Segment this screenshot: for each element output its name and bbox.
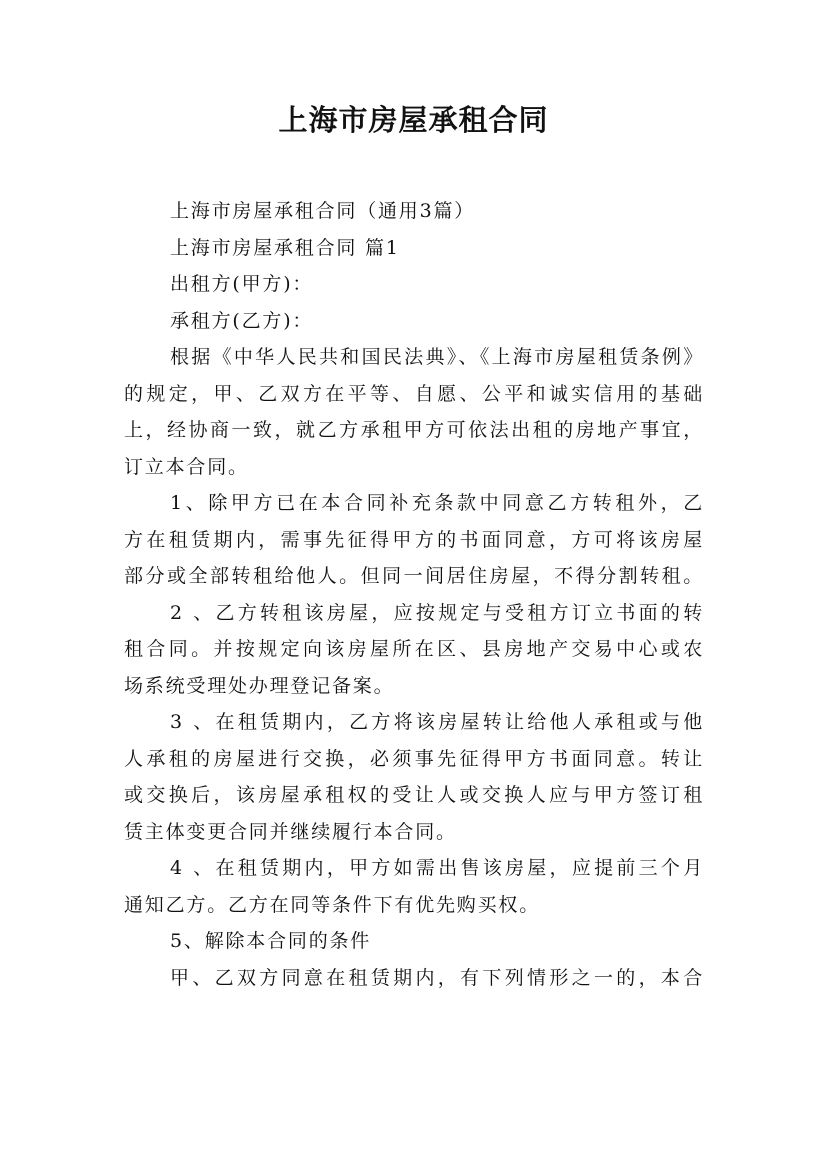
clause-1-line: 1、除甲方已在本合同补充条款中同意乙方转租外，乙 [170, 492, 704, 514]
clause-2-line: 场系统受理处办理登记备案。 [124, 674, 395, 697]
lessee-field: 承租方(乙方)： [170, 309, 314, 332]
clause-4-line: 通知乙方。乙方在同等条件下有优先购买权。 [124, 893, 541, 916]
lessor-field: 出租方(甲方)： [170, 273, 314, 295]
section-heading: 上海市房屋承租合同 篇1 [170, 236, 400, 259]
clause-1-line: 方在租赁期内，需事先征得甲方的书面同意，方可将该房屋 [124, 528, 704, 551]
clause-4-line: 4 、在租赁期内，甲方如需出售该房屋，应提前三个月 [170, 857, 704, 879]
preamble-line: 根据《中华人民共和国民法典》、《上海市房屋租赁条例》 [170, 346, 704, 368]
document-title: 上海市房屋承租合同 [278, 103, 549, 137]
preamble-line: 的规定，甲、乙双方在平等、自愿、公平和诚实信用的基础 [124, 382, 704, 405]
clause-5-heading: 5、解除本合同的条件 [170, 930, 372, 952]
clause-1-line: 部分或全部转租给他人。但同一间居住房屋，不得分割转租。 [124, 565, 704, 587]
subtitle-line: 上海市房屋承租合同（通用3篇） [170, 200, 476, 222]
clause-2-line: 2 、乙方转租该房屋，应按规定与受租方订立书面的转 [170, 601, 704, 624]
document-body [124, 193, 704, 996]
clause-3-line: 赁主体变更合同并继续履行本合同。 [124, 820, 457, 843]
preamble-line: 上，经协商一致，就乙方承租甲方可依法出租的房地产事宜， [124, 419, 704, 441]
clause-3-line: 3 、在租赁期内，乙方将该房屋转让给他人承租或与他 [170, 711, 704, 733]
clause-2-line: 租合同。并按规定向该房屋所在区、县房地产交易中心或农 [124, 638, 704, 660]
clause-3-line: 人承租的房屋进行交换，必须事先征得甲方书面同意。转让 [124, 747, 704, 770]
preamble-line: 订立本合同。 [124, 455, 249, 478]
clause-3-line: 或交换后，该房屋承租权的受让人或交换人应与甲方签订租 [124, 784, 704, 806]
clause-5-line: 甲、乙双方同意在租赁期内，有下列情形之一的，本合 [170, 966, 704, 989]
